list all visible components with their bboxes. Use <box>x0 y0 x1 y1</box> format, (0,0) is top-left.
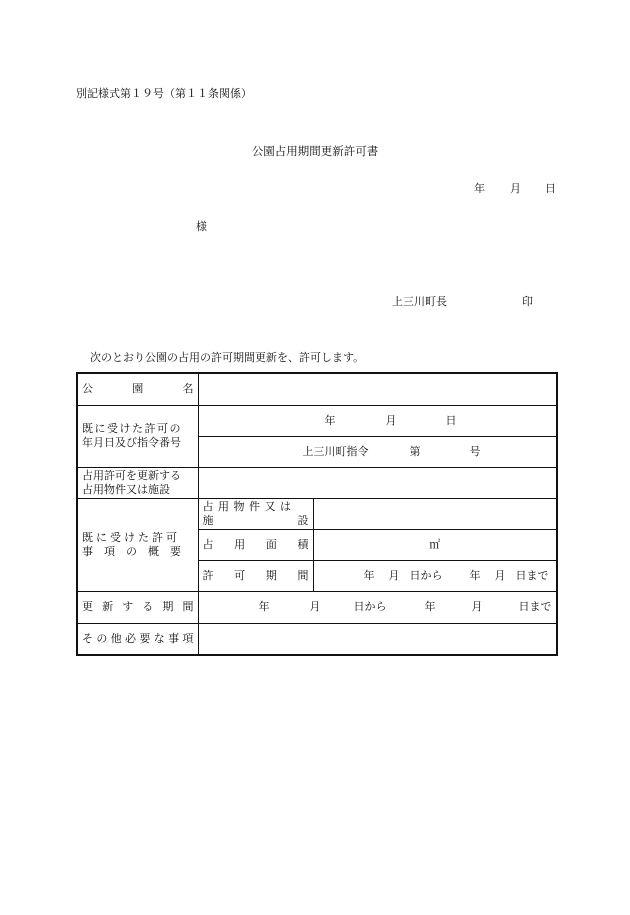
row-other <box>77 623 557 655</box>
object-field[interactable] <box>313 498 557 529</box>
area-unit: ㎡ <box>429 537 441 551</box>
document-title: 公園占用期間更新許可書 <box>251 144 379 158</box>
seal-mark: 印 <box>522 295 533 308</box>
row-prior-permit-date <box>77 405 557 436</box>
body-text: 次のとおり公園の占用の許可期間更新を、許可します。 <box>90 351 365 364</box>
row-park-name <box>77 373 557 405</box>
renew-period-label: 更 新 す る 期 間 <box>77 591 198 623</box>
row-renew-object <box>77 467 557 498</box>
row-renew-period <box>77 591 557 623</box>
date-year-label: 年 <box>474 182 485 195</box>
recipient-honorific: 様 <box>196 220 207 233</box>
other-label: そ の 他 必 要 な 事 項 <box>77 623 198 655</box>
prior-permit-order-field[interactable]: 上三川町指令 第 号 <box>198 436 557 467</box>
object-label: 占用物件又は 施 設 <box>198 498 313 529</box>
other-field[interactable] <box>198 623 557 655</box>
date-day-label: 日 <box>545 182 556 195</box>
period-field[interactable]: 年 月 日から 年 月 日まで <box>313 560 557 591</box>
form-number: 別記様式第１９号（第１１条関係） <box>76 87 252 100</box>
period-label: 許 可 期 間 <box>198 560 313 591</box>
park-name-field[interactable] <box>198 373 557 405</box>
permit-table <box>76 372 558 656</box>
park-name-label: 公 園 名 <box>77 373 198 405</box>
prior-matters-label: 既に受けた許可 事項の概要 <box>77 498 198 591</box>
area-field[interactable] <box>313 529 557 560</box>
issuer-name: 上三川町長 <box>392 295 447 308</box>
prior-permit-date-field[interactable]: 年 月 日 <box>198 405 557 436</box>
area-label: 占 用 面 積 <box>198 529 313 560</box>
renew-period-field[interactable]: 年 月 日から 年 月 日まで <box>198 591 557 623</box>
renew-object-label: 占用許可を更新する 占用物件又は施設 <box>77 467 198 498</box>
renew-object-field[interactable] <box>198 467 557 498</box>
prior-permit-label: 既に受けた許可の 年月日及び指令番号 <box>77 405 198 467</box>
row-prior-object <box>77 498 557 529</box>
date-month-label: 月 <box>510 182 521 195</box>
